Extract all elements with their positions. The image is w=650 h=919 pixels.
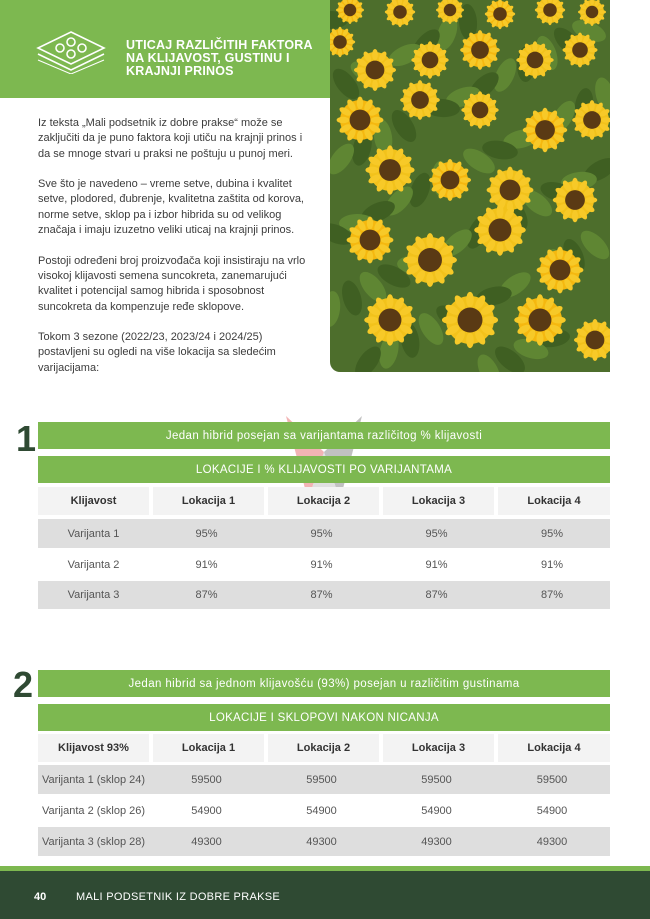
- table-row: Varijanta 3 87% 87% 87% 87%: [38, 581, 610, 609]
- intro-text: [38, 116, 310, 391]
- table-header-cell: Lokacija 3: [383, 734, 494, 762]
- page-title: UTICAJ RAZLIČITIH FAKTORA NA KLIJAVOST, GUSTINU I KRAJNJI PRINOS: [126, 38, 313, 78]
- table-header-cell: Lokacija 1: [153, 734, 264, 762]
- seed-bag-logo-icon: [36, 30, 106, 74]
- table-header-cell: Lokacija 1: [153, 487, 264, 515]
- section-1-bar: Jedan hibrid posejan sa varijantama različitog % klijavosti: [38, 422, 610, 449]
- page-number: 40: [34, 891, 47, 903]
- table-row: Varijanta 2 91% 91% 91% 91%: [38, 550, 610, 579]
- table-row: Varijanta 1 (sklop 24) 59500 59500 59500 59500: [38, 765, 610, 794]
- table-1-title: LOKACIJE I % KLIJAVOSTI PO VARIJANTAMA: [38, 456, 610, 483]
- paragraph-3: Postoji određeni broj proizvođača koji insistiraju na vrlo visokoj klijavosti semena suncokreta, zanemarujući kvalitet i potencijal samog hibrida i sposobnost suncokreta da kompenzuje ređe sklopove.: [38, 254, 306, 313]
- section-2-number: 2: [13, 664, 34, 705]
- table-row: Varijanta 3 (sklop 28) 49300 49300 49300 49300: [38, 827, 610, 856]
- footer-title: MALI PODSETNIK IZ DOBRE PRAKSE: [76, 891, 280, 903]
- table-row: Varijanta 2 (sklop 26) 54900 54900 54900 54900: [38, 796, 610, 825]
- sunflower-field-image: [330, 0, 610, 372]
- table-header-cell: Klijavost 93%: [38, 734, 149, 762]
- table-row: Varijanta 1 95% 95% 95% 95%: [38, 519, 610, 548]
- table-1-header-row: [38, 487, 610, 515]
- table-header-cell: Lokacija 4: [498, 734, 610, 762]
- table-header-cell: Klijavost: [38, 487, 149, 515]
- table-2-title: LOKACIJE I SKLOPOVI NAKON NICANJA: [38, 704, 610, 731]
- paragraph-2: Sve što je navedeno – vreme setve, dubina i kvalitet setve, plodored, đubrenje, kvalitetna zaštita od korova, norme setve, sklop pa i izbor hibrida su od velikog značaja i imaju izuzetno veliki uticaj na krajnji prinos.: [38, 178, 304, 237]
- table-header-cell: Lokacija 2: [268, 734, 379, 762]
- section-2-bar: Jedan hibrid sa jednom klijavošću (93%) posejan u različitim gustinama: [38, 670, 610, 697]
- table-header-cell: Lokacija 2: [268, 487, 379, 515]
- table-header-cell: Lokacija 4: [498, 487, 610, 515]
- paragraph-4: Tokom 3 sezone (2022/23, 2023/24 i 2024/25) postavljeni su ogledi na više lokacija sa sledećim varijacijama:: [38, 331, 276, 374]
- table-2-header-row: [38, 734, 610, 762]
- table-header-cell: Lokacija 3: [383, 487, 494, 515]
- section-1-number: 1: [16, 418, 37, 459]
- paragraph-1: Iz teksta „Mali podsetnik iz dobre prakse“ može se zaključiti da je puno faktora koji utiču na krajnji prinos i da se mnoge stvari u praksi ne poštuju u punoj meri.: [38, 117, 303, 160]
